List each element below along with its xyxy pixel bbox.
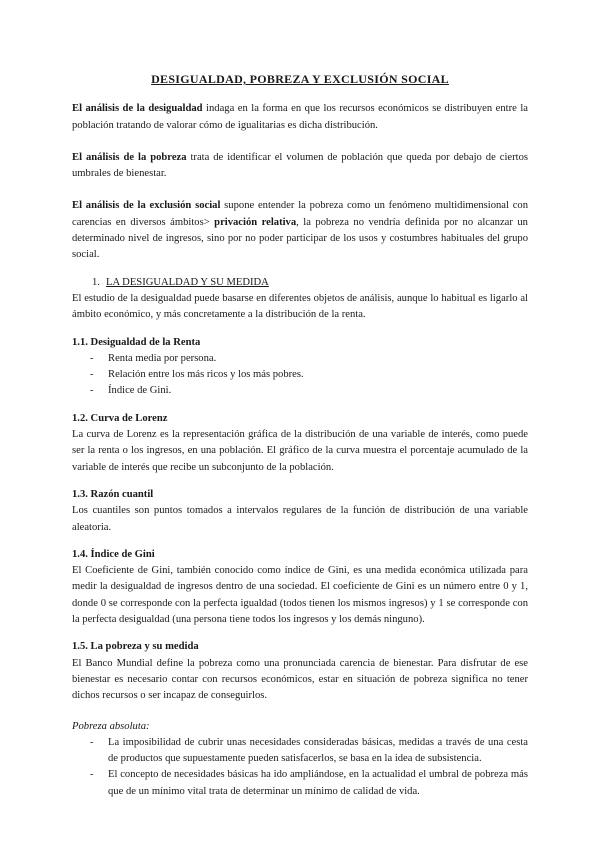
subsection-text: Los cuantiles son puntos tomados a intervalos regulares de la función de distribución de una variable aleatoria. <box>72 505 528 533</box>
list-item: - La imposibilidad de cubrir unas necesidades consideradas básicas, medidas a través de una cesta de productos que supuestamente pueden satisfacerlos, se basa en la idea de subsistencia. <box>90 736 528 765</box>
subsection-1-1 <box>72 335 528 400</box>
term-privacion: privación relativa <box>214 216 297 228</box>
pobreza-list <box>72 735 528 800</box>
list-item: - El concepto de necesidades básicas ha ido ampliándose, en la actualidad el umbral de pobreza más que de un mínimo vital trata de determinar un mínimo de calidad de vida. <box>90 769 528 797</box>
subsection-heading: 1.4. Índice de Gini <box>72 548 155 560</box>
section-number: 1. <box>92 276 100 288</box>
list-item: - Renta media por persona. <box>72 351 528 367</box>
intro-text: , la pobreza no vendría definida por no alcanzar un determinado nivel de ingresos, sino por no poder participar de los usos y costumbres habituales del grupo social. <box>72 216 528 261</box>
intro-paragraph-exclusion <box>72 198 528 263</box>
intro-paragraph-pobreza <box>72 150 528 183</box>
section-title: LA DESIGUALDAD Y SU MEDIDA <box>106 276 269 288</box>
subsection-text: La curva de Lorenz es la representación gráfica de la distribución de una variable de interés, como puede ser la renta o los ingresos, en una población. El gráfico de la curva muestra el porcentaje acumulado de la variable de interés que recibe un subconjunto de la población. <box>72 429 528 473</box>
subsection-1-3 <box>72 487 528 536</box>
dash-bullet: - <box>90 385 94 397</box>
dash-bullet: - <box>90 352 94 364</box>
section-1-heading <box>72 275 528 291</box>
term-exclusion: El análisis de la exclusión social <box>72 200 221 212</box>
subsection-1-2 <box>72 411 528 476</box>
subsection-1-4 <box>72 547 528 628</box>
subsection-heading: 1.3. Razón cuantil <box>72 488 154 500</box>
list-item: - Relación entre los más ricos y los más pobres. <box>72 367 528 383</box>
subsection-heading: 1.1. Desigualdad de la Renta <box>72 336 201 348</box>
intro-paragraph-desigualdad <box>72 101 528 134</box>
subsection-1-5 <box>72 639 528 800</box>
term-pobreza: El análisis de la pobreza <box>72 151 187 163</box>
pobreza-absoluta-label: Pobreza absoluta: <box>72 720 150 732</box>
renta-list <box>72 351 528 400</box>
list-item: - Índice de Gini. <box>72 383 528 399</box>
document-body <box>72 71 528 800</box>
page-title: DESIGUALDAD, POBREZA Y EXCLUSIÓN SOCIAL <box>151 72 449 86</box>
intro-text: indaga en la forma en que los recursos económicos se distribuyen entre la población tratando de valorar cómo de igualitarias es dicha distribución. <box>72 103 528 131</box>
dash-bullet: - <box>90 736 94 748</box>
intro-text: trata de identificar el volumen de población que queda por debajo de ciertos umbrales de bienestar. <box>72 151 528 180</box>
subsection-heading: 1.2. Curva de Lorenz <box>72 412 168 424</box>
term-desigualdad: El análisis de la desigualdad <box>72 103 203 115</box>
subsection-text: El Banco Mundial define la pobreza como una pronunciada carencia de bienestar. Para disfrutar de ese bienestar es necesario contar con recursos económicos, estar en situación de pobreza significa no tener dichos recursos o ser incapaz de conseguirlos. <box>72 657 528 702</box>
intro-text: supone entender la pobreza como un fenómeno multidimensional con carencias en diversos ámbitos> <box>72 200 529 228</box>
subsection-text: El Coeficiente de Gini, también conocido como índice de Gini, es una medida económica utilizada para medir la desigualdad de ingresos dentro de una sociedad. El coeficiente de Gini es un número entre 0 y 1, donde 0 se corresponde con la perfecta igualdad (todos tienen los mismos ingresos) y 1 se corresponde con la perfecta desigualdad (una persona tiene todos los ingresos y los demás ninguno). <box>72 565 528 626</box>
dash-bullet: - <box>90 369 94 381</box>
subsection-heading: 1.5. La pobreza y su medida <box>72 641 199 653</box>
section-1-text: El estudio de la desigualdad puede basarse en diferentes objetos de análisis, aunque lo habitual es ligarlo al ámbito económico, y más concretamente a la distribución de la renta. <box>72 292 528 321</box>
dash-bullet: - <box>90 769 94 781</box>
